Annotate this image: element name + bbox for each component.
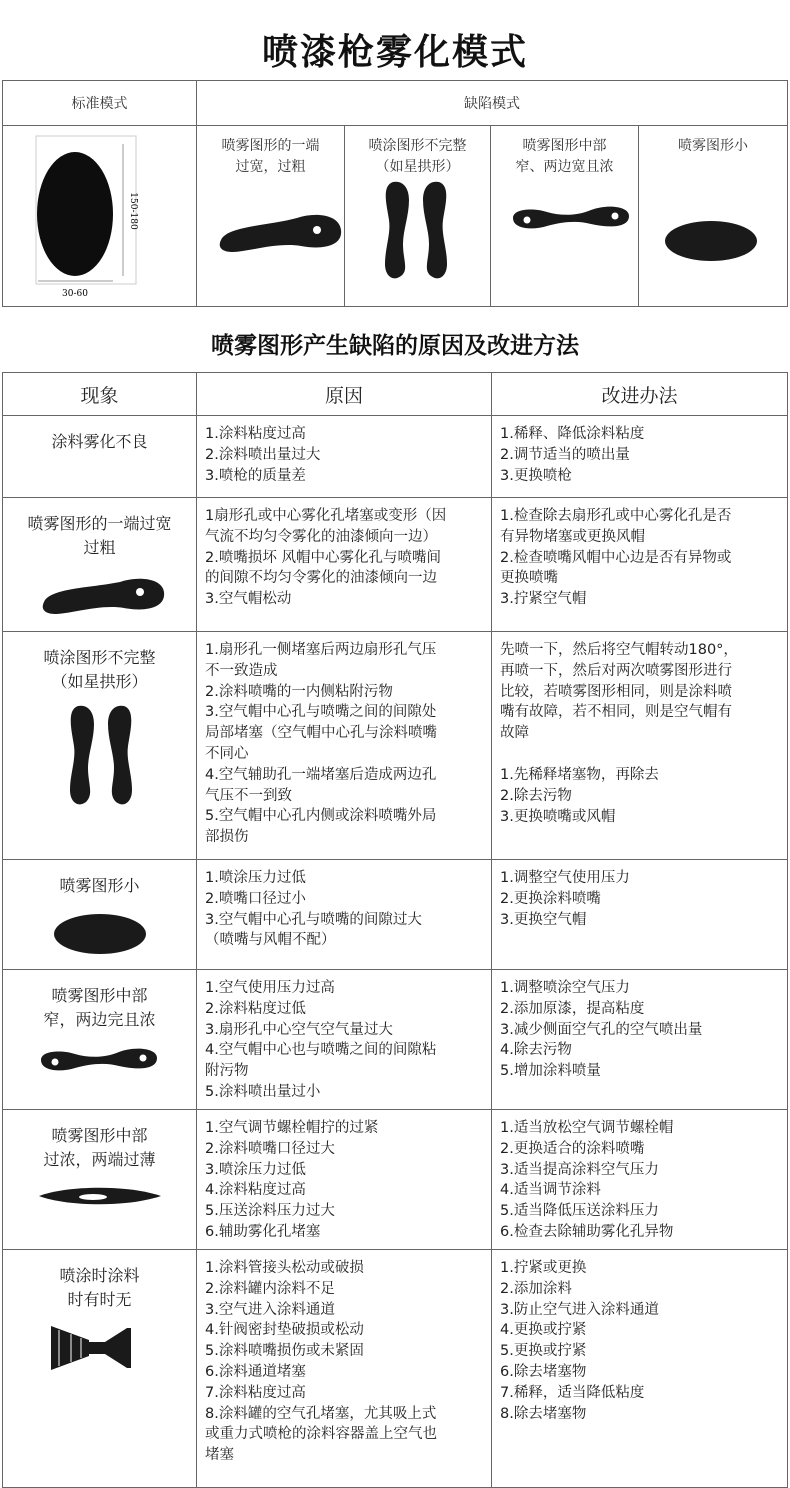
table-row [3,632,788,860]
cause-line: 6.辅助雾化孔堵塞 [205,1223,321,1240]
narrow-middle-shape-icon [35,1040,165,1080]
cause-line: 5.压送涂料压力过大 [205,1203,335,1220]
cause-cell [197,416,492,498]
fix-line: 3.适当提高涂料空气压力 [500,1161,659,1178]
fix-line: 6.检查去除辅助雾化孔异物 [500,1223,674,1240]
table-row [3,860,788,970]
fix-line: 故障 [500,725,529,742]
fix-line: 4.除去污物 [500,1042,572,1059]
defect-label-small: 喷雾图形小 [678,138,748,154]
phenomenon-text: 喷雾图形的一端过宽 过粗 [27,514,172,557]
fix-line: 嘴有故障，若不相同，则是空气帽有 [500,704,732,721]
cause-line: 2.涂料喷嘴口径过大 [205,1140,335,1157]
standard-height-dim: 150-180 [128,192,138,230]
fix-cell [492,970,788,1110]
cause-line: 4.空气帽中心也与喷嘴之间的间隙粘 [205,1042,437,1059]
fix-line: 有异物堵塞或更换风帽 [500,528,645,545]
fix-line: 8.除去堵塞物 [500,1405,587,1422]
star-arch-shape-icon [345,178,491,288]
fix-line: 3.拧紧空气帽 [500,591,587,608]
table-row [3,1250,788,1488]
cause-line: 3.空气帽中心孔与喷嘴之间的间隙处 [205,704,437,721]
column-header-cause: 原因 [197,373,492,416]
cause-line: 2.喷嘴损坏 风帽中心雾化孔与喷嘴间 [205,549,441,566]
fix-line: 2.添加涂料 [500,1280,572,1297]
small-ellipse-shape-icon [639,157,788,277]
phenomenon-text: 喷雾图形中部 过浓，两端过薄 [43,1126,156,1169]
fix-line: 更换喷嘴 [500,570,558,587]
phenomenon-text: 喷雾图形中部 窄，两边完且浓 [43,986,156,1029]
cause-line: 3.喷枪的质量差 [205,467,306,484]
cause-line: 4.涂料粘度过高 [205,1182,306,1199]
cause-line: 1.扇形孔一侧堵塞后两边扇形孔气压 [205,642,437,658]
cause-cell [197,498,492,632]
small-ellipse-shape-icon [40,906,160,962]
fix-line: 比较，若喷雾图形相同，则是涂料喷 [500,683,732,700]
cause-line: 2.涂料喷出量过大 [205,446,321,463]
cause-cell [197,860,492,970]
cause-line: 7.涂料粘度过高 [205,1384,306,1401]
fix-line: 4.更换或拧紧 [500,1322,587,1339]
fix-line: 再喷一下，然后对两次喷雾图形进行 [500,662,732,679]
fix-cell [492,498,788,632]
pattern-comparison-table [2,80,788,307]
fix-line: 7.稀释，适当降低粘度 [500,1384,645,1401]
fix-line: 1.调整喷涂空气压力 [500,980,630,996]
cause-cell [197,1250,492,1488]
fix-line: 3.更换空气帽 [500,911,587,928]
fix-line: 1.先稀释堵塞物，再除去 [500,766,659,783]
cause-line: 1.涂料粘度过高 [205,426,306,442]
fix-line: 先喷一下，然后将空气帽转动180°， [500,642,738,658]
fix-line: 2.添加原漆，提高粘度 [500,1000,645,1017]
cause-line: 3.扇形孔中心空气空气量过大 [205,1021,393,1038]
column-header-phenomenon: 现象 [3,373,197,416]
cause-line: 的间隙不均匀令雾化的油漆倾向一边 [205,570,437,587]
page-title: 喷漆枪雾化模式 [261,32,528,73]
fix-line: 1.适当放松空气调节螺栓帽 [500,1120,674,1136]
cause-line: （喷嘴与风帽不配） [205,932,336,949]
cause-line: 1扇形孔或中心雾化孔堵塞或变形（因 [205,508,447,524]
phenomenon-cell [3,498,197,632]
standard-mode-header: 标准模式 [3,81,197,126]
defect-cell-one-end-wide [197,126,345,307]
standard-ellipse-shape-icon [3,126,197,302]
defect-label-star-arch: 喷涂图形不完整 （如星拱形） [368,138,467,175]
table-row [3,416,788,498]
phenomenon-cell [3,1110,197,1250]
fix-line: 2.检查喷嘴风帽中心边是否有异物或 [500,549,732,566]
cause-cell [197,1110,492,1250]
cause-line: 5.涂料喷嘴损伤或未紧固 [205,1343,364,1360]
defect-cell-small [639,126,788,307]
cause-cell [197,632,492,860]
cause-line: 5.涂料喷出量过小 [205,1083,321,1100]
table-row [3,1110,788,1250]
narrow-middle-shape-icon [491,178,639,258]
fix-line: 1.稀释、降低涂料粘度 [500,426,645,442]
one-end-wide-shape-icon [30,568,170,624]
phenomenon-text: 喷涂图形不完整 （如星拱形） [43,648,156,691]
fix-cell [492,1250,788,1488]
cause-line: 2.涂料喷嘴的一内侧粘附污物 [205,683,393,700]
cause-line: 6.涂料通道堵塞 [205,1363,306,1380]
section-subtitle: 喷雾图形产生缺陷的原因及改进方法 [211,333,579,359]
phenomenon-text: 喷涂时涂料 时有时无 [59,1266,140,1309]
defect-cell-narrow-middle [491,126,639,307]
cause-line: 1.喷涂压力过低 [205,870,306,886]
one-end-wide-shape-icon [197,178,345,278]
fix-line [500,744,781,765]
fix-line: 2.更换适合的涂料喷嘴 [500,1140,645,1157]
cause-line: 气压不一到致 [205,787,292,804]
table-row [3,498,788,632]
cause-line: 部损伤 [205,829,249,846]
fix-line: 3.防止空气进入涂料通道 [500,1301,659,1318]
cause-cell [197,970,492,1110]
phenomenon-cell [3,632,197,860]
fix-line: 5.适当降低压送涂料压力 [500,1203,659,1220]
fix-line: 6.除去堵塞物 [500,1363,587,1380]
defect-cell-star-arch [345,126,491,307]
defect-label-narrow-middle: 喷雾图形中部 窄、两边宽且浓 [515,138,614,175]
cause-line: 4.空气辅助孔一端堵塞后造成两边孔 [205,766,437,783]
cause-line: 1.空气调节螺栓帽拧的过紧 [205,1120,379,1136]
fix-cell [492,632,788,860]
defect-cause-table [2,372,788,1488]
fix-line: 1.拧紧或更换 [500,1260,587,1276]
cause-line: 或重力式喷枪的涂料容器盖上空气也 [205,1426,437,1443]
fix-line: 1.检查除去扇形孔或中心雾化孔是否 [500,508,732,524]
cause-line: 2.涂料罐内涂料不足 [205,1280,335,1297]
cause-line: 2.涂料粘度过低 [205,1000,306,1017]
cause-line: 3.空气帽松动 [205,591,292,608]
thick-middle-shape-icon [35,1180,165,1212]
phenomenon-text: 喷雾图形小 [59,876,140,895]
fix-line: 2.除去污物 [500,787,572,804]
column-header-fix: 改进办法 [492,373,788,416]
cause-line: 5.空气帽中心孔内侧或涂料喷嘴外局 [205,808,437,825]
fix-line: 1.调整空气使用压力 [500,870,630,886]
cause-line: 堵塞 [205,1447,234,1464]
defect-label-one-end-wide: 喷雾图形的一端 过宽，过粗 [221,138,320,175]
cause-line: 8.涂料罐的空气孔堵塞，尤其吸上式 [205,1405,437,1422]
fix-line: 4.适当调节涂料 [500,1182,601,1199]
fix-line: 3.减少侧面空气孔的空气喷出量 [500,1021,703,1038]
cause-line: 气流不均匀令雾化的油漆倾向一边） [205,528,437,545]
standard-width-dim: 30-60 [62,289,88,299]
standard-pattern-cell [3,126,197,307]
intermittent-spray-icon [45,1320,155,1376]
defect-mode-header: 缺陷模式 [197,81,788,126]
phenomenon-cell [3,416,197,498]
fix-line: 3.更换喷嘴或风帽 [500,808,616,825]
fix-line: 3.更换喷枪 [500,467,572,484]
cause-line: 4.针阀密封垫破损或松动 [205,1322,364,1339]
fix-line: 2.更换涂料喷嘴 [500,890,601,907]
cause-line: 局部堵塞（空气帽中心孔与涂料喷嘴 [205,725,437,742]
phenomenon-cell [3,1250,197,1488]
table-row [3,970,788,1110]
cause-line: 3.喷涂压力过低 [205,1161,306,1178]
phenomenon-cell [3,860,197,970]
fix-line: 5.增加涂料喷量 [500,1063,601,1080]
fix-cell [492,416,788,498]
phenomenon-cell [3,970,197,1110]
cause-line: 3.空气进入涂料通道 [205,1301,335,1318]
cause-line: 2.喷嘴口径过小 [205,890,306,907]
cause-line: 1.空气使用压力过高 [205,980,335,996]
star-arch-shape-icon [40,702,160,814]
cause-line: 不同心 [205,745,249,762]
phenomenon-text: 涂料雾化不良 [51,432,148,451]
cause-line: 1.涂料管接头松动或破损 [205,1260,364,1276]
cause-line: 不一致造成 [205,662,278,679]
fix-line: 5.更换或拧紧 [500,1343,587,1360]
fix-cell [492,860,788,970]
fix-cell [492,1110,788,1250]
cause-line: 3.空气帽中心孔与喷嘴的间隙过大 [205,911,422,928]
cause-line: 附污物 [205,1063,249,1080]
fix-line: 2.调节适当的喷出量 [500,446,630,463]
